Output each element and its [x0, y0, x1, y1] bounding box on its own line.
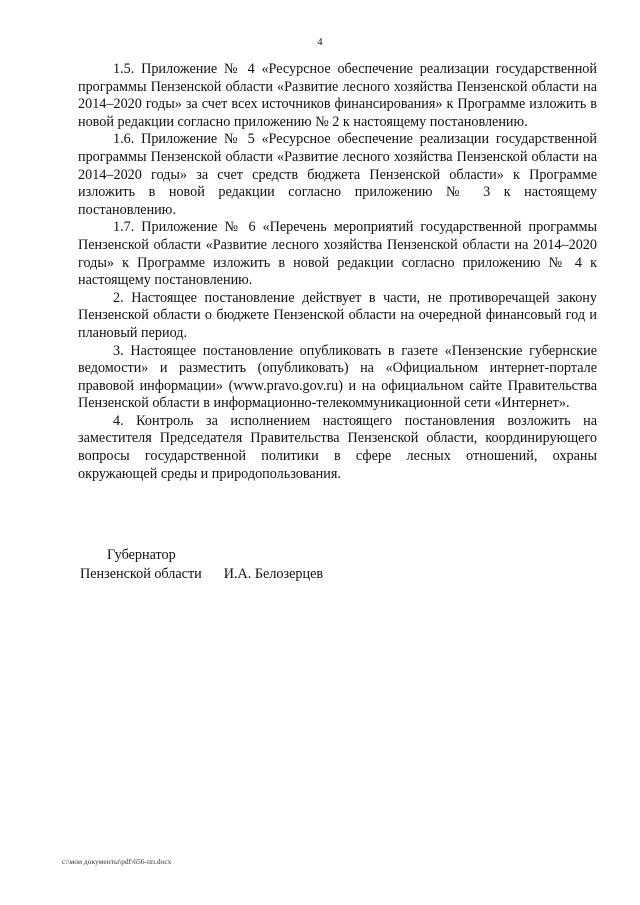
signature-name: И.А. Белозерцев [223, 566, 324, 582]
signature-line [78, 565, 323, 584]
signature-region: Пензенской области [80, 566, 202, 582]
paragraph-1-7: 1.7. Приложение № 6 «Перечень мероприятий государственной программы Пензенской области «Развитие лесного хозяйства Пензенской области на 2014–2020 годы» к Программе изложить в новой редакции согласно приложению № 4 к настоящему постановлению. [78, 219, 597, 289]
footer-file-path: c:\мои документы\pdf\656-пп.docx [62, 857, 172, 866]
signature-title: Губернатор [107, 547, 176, 563]
paragraph-3: 3. Настоящее постановление опубликовать в газете «Пензенские губернские ведомости» и разместить (опубликовать) на «Официальном интернет-портале правовой информации» (www.pravo.gov.ru) и на официальном сайте Правительства Пензенской области в информационно-телекоммуникационной сети «Интернет». [78, 342, 597, 412]
document-body [78, 61, 597, 483]
page-number: 4 [317, 37, 323, 48]
signature-block [78, 546, 323, 584]
paragraph-1-6: 1.6. Приложение № 5 «Ресурсное обеспечение реализации государственной программы Пензенской области «Развитие лесного хозяйства Пензенской области на 2014–2020 годы» за счет средств бюджета Пензенской области» к Программе изложить в новой редакции согласно приложению № 3 к настоящему постановлению. [78, 131, 597, 218]
paragraph-4: 4. Контроль за исполнением настоящего постановления возложить на заместителя Председателя Правительства Пензенской области, координирующего вопросы государственной политики в сфере лесных отношений, охраны окружающей среды и природопользования. [78, 412, 597, 482]
paragraph-2: 2. Настоящее постановление действует в части, не противоречащей закону Пензенской области о бюджете Пензенской области на очередной финансовый год и плановый период. [78, 289, 597, 341]
paragraph-1-5: 1.5. Приложение № 4 «Ресурсное обеспечение реализации государственной программы Пензенской области «Развитие лесного хозяйства Пензенской области на 2014–2020 годы» за счет всех источников финансирования» к Программе изложить в новой редакции согласно приложению № 2 к настоящему постановлению. [78, 61, 597, 130]
